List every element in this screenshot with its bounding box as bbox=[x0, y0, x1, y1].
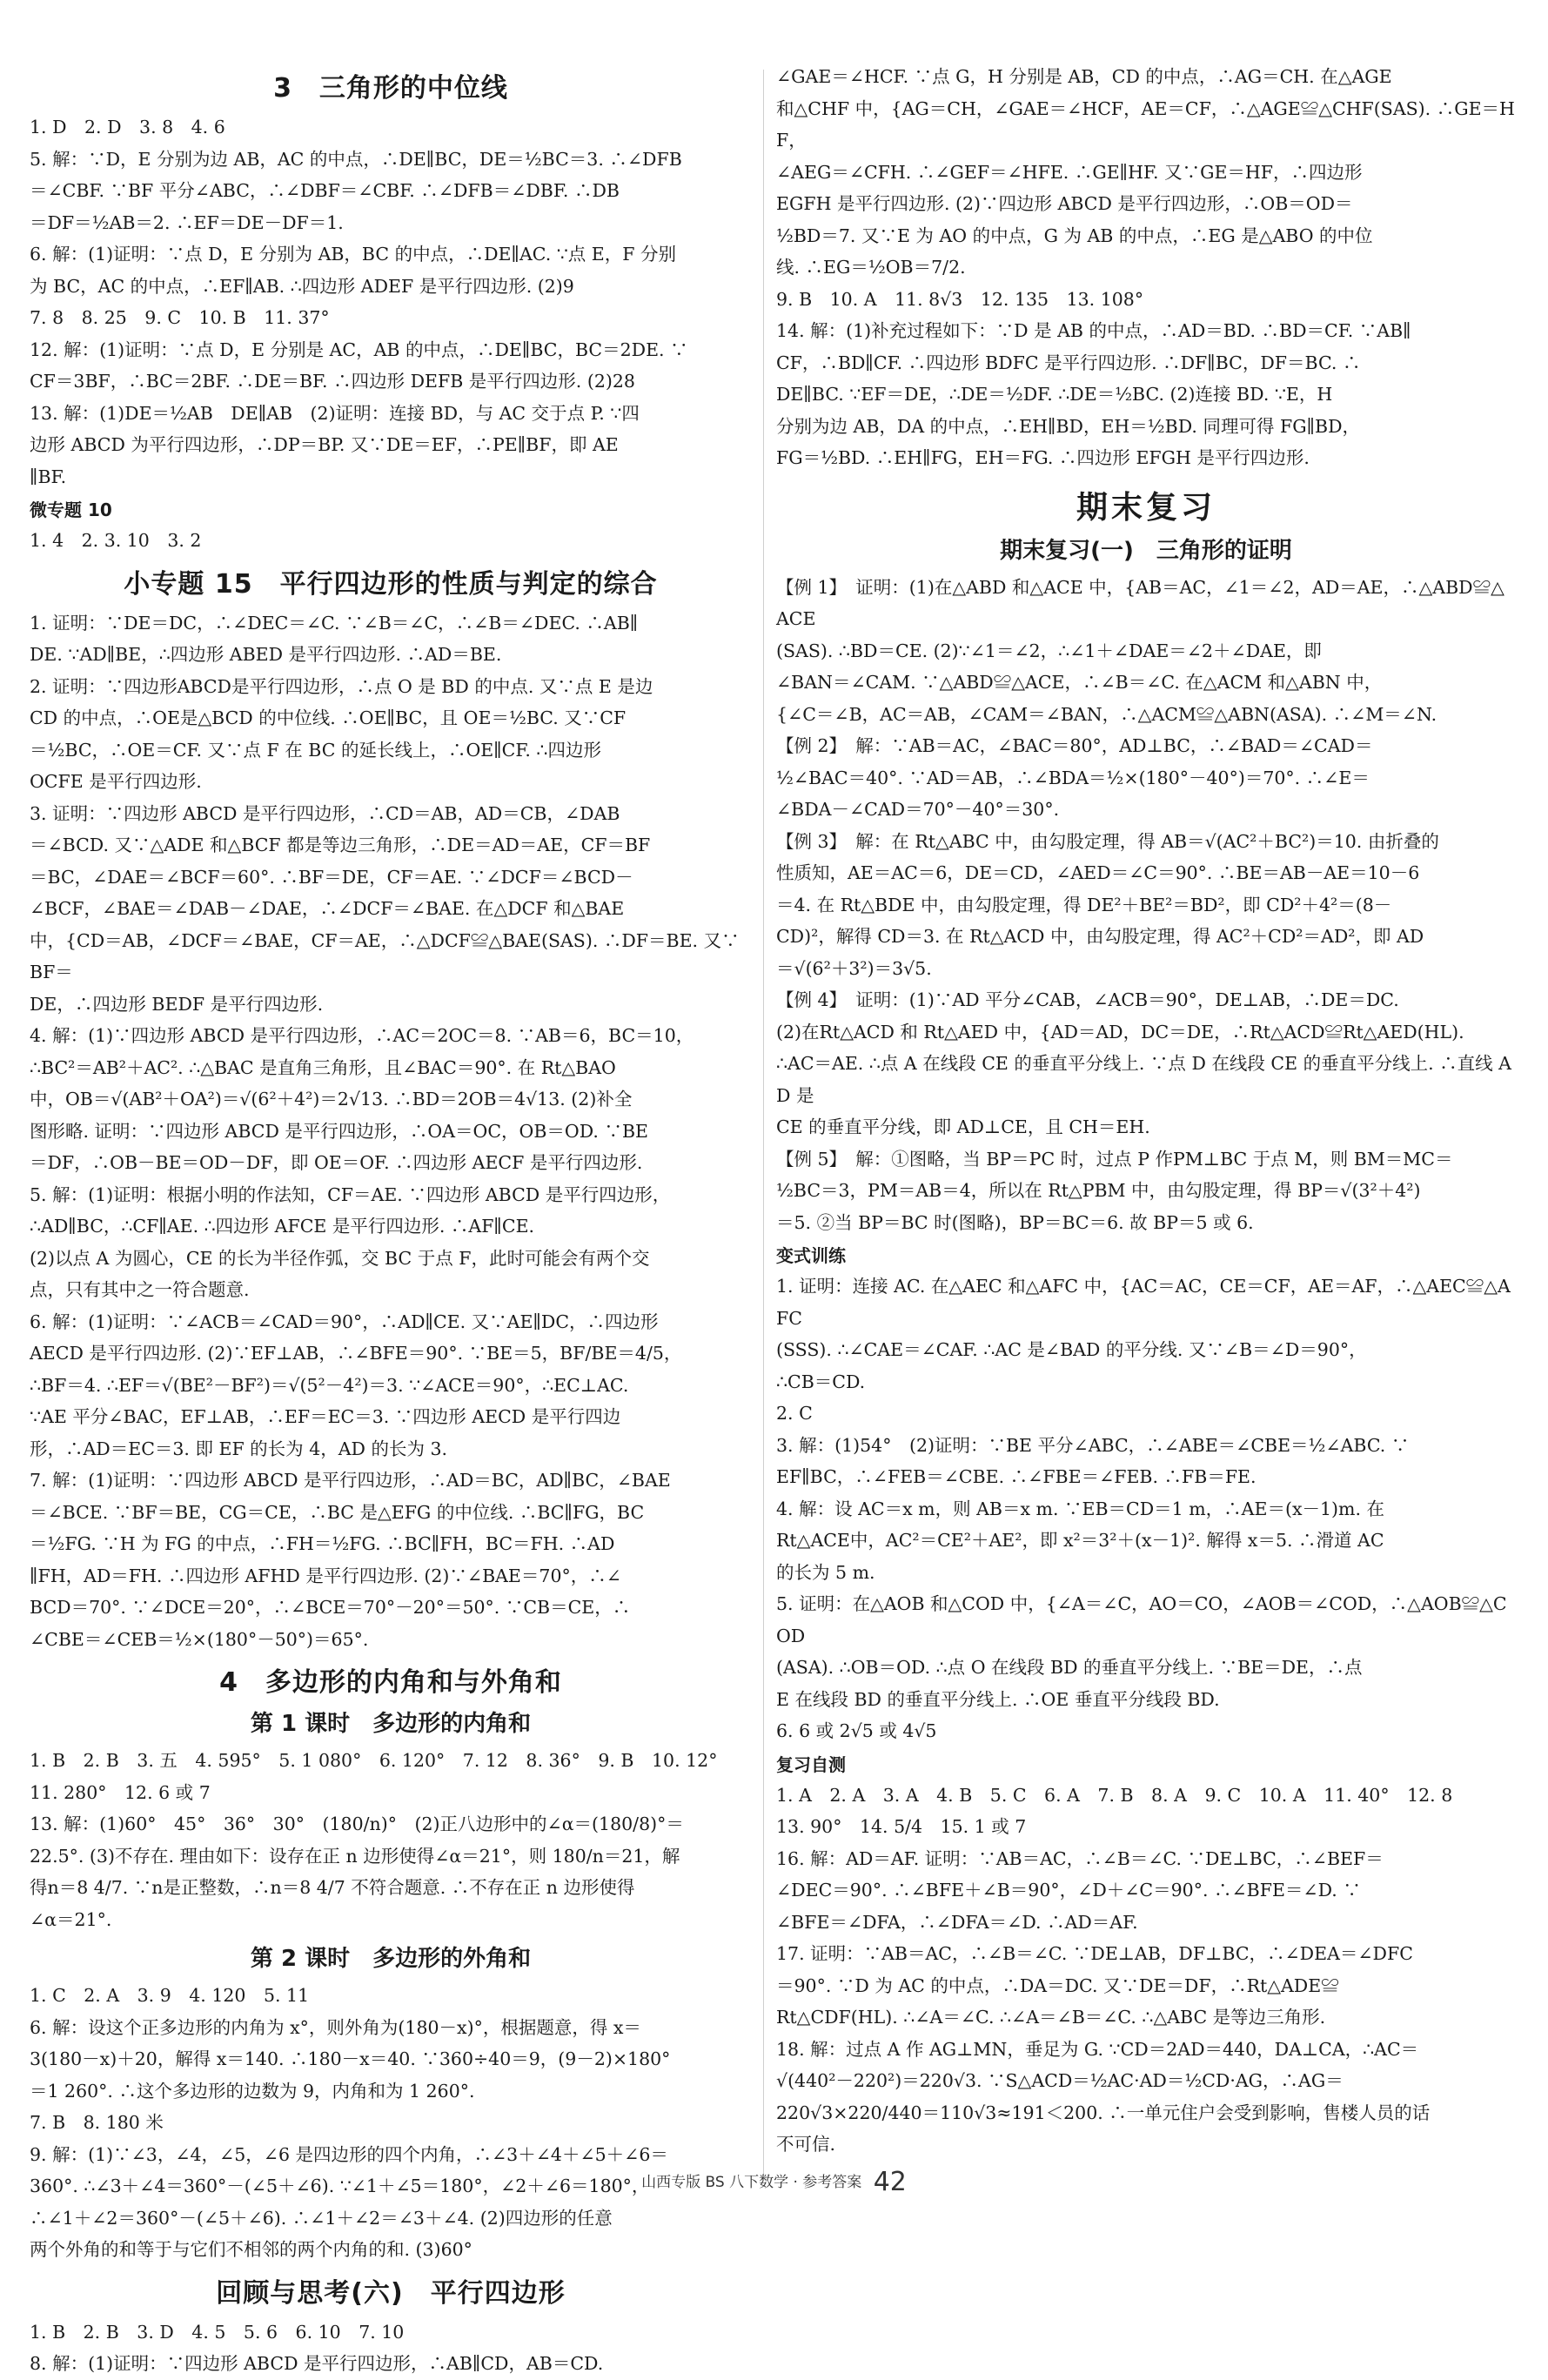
micro-topic-heading: 微专题 10 bbox=[30, 499, 112, 520]
text-line: ∥BF. bbox=[30, 466, 67, 487]
text-line: 的长为 5 m. bbox=[776, 1561, 875, 1583]
lesson-body-1 bbox=[30, 1745, 752, 1935]
text-line: 12. 解：(1)证明：∵点 D，E 分别是 AC，AB 的中点，∴DE∥BC，BC＝2DE. ∵ bbox=[30, 339, 688, 360]
text-line: 中，{CD＝AB，∠DCF＝∠BAE，CF＝AE，∴△DCF≌△BAE(SAS). ∴DF＝BE. 又∵BF＝ bbox=[30, 929, 740, 982]
text-line: 1. 证明：连接 AC. 在△AEC 和△AFC 中，{AC＝AC，CE＝CF，AE＝AF，∴△AEC≌△AFC bbox=[776, 1276, 1511, 1329]
text-line: 两个外角的和等于与它们不相邻的两个内角的和. (3)60° bbox=[30, 2239, 472, 2260]
section-title-midline: 3 三角形的中位线 bbox=[273, 73, 508, 104]
section-body-review-six bbox=[30, 2316, 752, 2380]
text-line: 分别为边 AB，DA 的中点，∴EH∥BD，EH＝½BD. 同理可得 FG∥BD， bbox=[776, 415, 1361, 437]
text-line: ∴BF＝4. ∴EF＝√(BE²－BF²)＝√(5²－4²)＝3. ∵∠ACE＝90°，∴EC⊥AC. bbox=[30, 1374, 629, 1396]
text-line: 11. 280° 12. 6 或 7 bbox=[30, 1781, 211, 1803]
text-line: 得n＝8 4/7. ∵n是正整数，∴n＝8 4/7 不符合题意. ∴不存在正 n 边形使得 bbox=[30, 1877, 635, 1898]
text-line: 13. 90° 14. 5/4 15. 1 或 7 bbox=[776, 1816, 1027, 1837]
text-line: {∠C＝∠B，AC＝AB，∠CAM＝∠BAN，∴△ACM≌△ABN(ASA). ∴∠M＝∠N. bbox=[776, 703, 1437, 725]
text-line: ½BD＝7. 又∵E 为 AO 的中点，G 为 AB 的中点，∴EG 是△ABO 的中位 bbox=[776, 225, 1373, 246]
text-line: 2. 证明：∵四边形ABCD是平行四边形，∴点 O 是 BD 的中点. 又∵点 E 是边 bbox=[30, 675, 653, 697]
text-line: 边形 ABCD 为平行四边形，∴DP＝BP. 又∵DE＝EF，∴PE∥BF，即 AE bbox=[30, 434, 619, 455]
text-line: Rt△CDF(HL). ∴∠A＝∠C. ∴∠A＝∠B＝∠C. ∴△ABC 是等边三角形. bbox=[776, 2007, 1326, 2028]
lesson-title-1: 第 1 课时 多边形的内角和 bbox=[250, 1711, 532, 1737]
text-line: ＝∠BCE. ∵BF＝BE，CG＝CE，∴BC 是△EFG 的中位线. ∴BC∥FG，BC bbox=[30, 1501, 645, 1523]
text-line: ＝4. 在 Rt△BDE 中，由勾股定理，得 DE²＋BE²＝BD²，即 CD²＋4²＝(8－ bbox=[776, 894, 1392, 915]
text-line: ＝∠CBF. ∵BF 平分∠ABC，∴∠DBF＝∠CBF. ∴∠DFB＝∠DBF. ∴DB bbox=[30, 180, 620, 201]
text-line: CF＝3BF，∴BC＝2BF. ∴DE＝BF. ∴四边形 DEFB 是平行四边形. (2)28 bbox=[30, 371, 635, 392]
text-line: 22.5°. (3)不存在. 理由如下：设存在正 n 边形使得∠α＝21°，则 180/n＝21，解 bbox=[30, 1845, 680, 1867]
text-line: 1. D 2. D 3. 8 4. 6 bbox=[30, 117, 225, 137]
text-line: ＝1 260°. ∴这个多边形的边数为 9，内角和为 1 260°. bbox=[30, 2080, 475, 2102]
text-line: ＝BC，∠DAE＝∠BCF＝60°. ∴BF＝DE，CF＝AE. ∵∠DCF＝∠BCD－ bbox=[30, 866, 633, 888]
text-line: 为 BC，AC 的中点，∴EF∥AB. ∴四边形 ADEF 是平行四边形. (2)9 bbox=[30, 275, 574, 297]
text-line: ∴∠1＋∠2＝360°－(∠5＋∠6). ∴∠1＋∠2＝∠3＋∠4. (2)四边形的任意 bbox=[30, 2207, 613, 2229]
self-test-heading: 复习自测 bbox=[776, 1753, 846, 1775]
text-line: 6. 解：(1)证明：∵∠ACB＝∠CAD＝90°，∴AD∥CE. 又∵AE∥DC，∴四边形 bbox=[30, 1311, 659, 1332]
continued-answers bbox=[776, 61, 1516, 474]
text-line: 360°. ∴∠3＋∠4＝360°－(∠5＋∠6). ∵∠1＋∠5＝180°，∠2＋∠6＝180°， bbox=[30, 2176, 650, 2196]
text-line: 7. 8 8. 25 9. C 10. B 11. 37° bbox=[30, 307, 330, 328]
text-line: 点，只有其中之一符合题意. bbox=[30, 1279, 250, 1300]
section-title-parallelogram-topic: 小专题 15 平行四边形的性质与判定的综合 bbox=[124, 568, 658, 600]
text-line: 220√3×220/440＝110√3≈191＜200. ∴一单元住户会受到影响，售楼人员的话 bbox=[776, 2102, 1431, 2123]
text-line: (2)以点 A 为圆心，CE 的长为半径作弧，交 BC 于点 F，此时可能会有两个交 bbox=[30, 1247, 650, 1269]
text-line: 【例 3】 解：在 Rt△ABC 中，由勾股定理，得 AB＝√(AC²＋BC²)＝10. 由折叠的 bbox=[776, 830, 1439, 852]
text-line: ∠AEG＝∠CFH. ∴∠GEF＝∠HFE. ∴GE∥HF. 又∵GE＝HF，∴四边形 bbox=[776, 161, 1363, 183]
text-line: ∵AE 平分∠BAC，EF⊥AB，∴EF＝EC＝3. ∵四边形 AECD 是平行四边 bbox=[30, 1406, 621, 1427]
text-line: 16. 解：AD＝AF. 证明：∵AB＝AC，∴∠B＝∠C. ∵DE⊥BC，∴∠BEF＝ bbox=[776, 1847, 1384, 1869]
text-line: ∥FH，AD＝FH. ∴四边形 AFHD 是平行四边形. (2)∵∠BAE＝70°，∴∠ bbox=[30, 1565, 621, 1586]
text-line: 14. 解：(1)补充过程如下：∵D 是 AB 的中点，∴AD＝BD. ∴BD＝CF. ∵AB∥ bbox=[776, 320, 1411, 341]
text-line: ∠BCF，∠BAE＝∠DAB－∠DAE，∴∠DCF＝∠BAE. 在△DCF 和△BAE bbox=[30, 898, 625, 919]
text-line: ∠DEC＝90°. ∴∠BFE＋∠B＝90°，∠D＋∠C＝90°. ∴∠BFE＝∠D. ∵ bbox=[776, 1880, 1361, 1901]
text-line: CE 的垂直平分线，即 AD⊥CE，且 CH＝EH. bbox=[776, 1116, 1150, 1137]
text-line: 9. 解：(1)∵∠3，∠4，∠5，∠6 是四边形的四个内角，∴∠3＋∠4＋∠5＋∠6＝ bbox=[30, 2143, 668, 2165]
text-line: CD)²，解得 CD＝3. 在 Rt△ACD 中，由勾股定理，得 AC²＋CD²＝AD²，即 AD bbox=[776, 926, 1424, 947]
text-line: (ASA). ∴OB＝OD. ∴点 O 在线段 BD 的垂直平分线上. ∵BE＝DE，∴点 bbox=[776, 1657, 1363, 1678]
text-line: OCFE 是平行四边形. bbox=[30, 771, 202, 792]
text-line: 线. ∴EG＝½OB＝7/2. bbox=[776, 257, 966, 278]
text-line: ＝DF＝½AB＝2. ∴EF＝DE－DF＝1. bbox=[30, 211, 344, 233]
text-line: 【例 4】 证明：(1)∵AD 平分∠CAB，∠ACB＝90°，DE⊥AB，∴DE＝DC. bbox=[776, 989, 1399, 1010]
text-line: 1. 证明：∵DE＝DC，∴∠DEC＝∠C. ∵∠B＝∠C，∴∠B＝∠DEC. ∴AB∥ bbox=[30, 612, 639, 634]
text-line: ∠BAN＝∠CAM. ∵△ABD≌△ACE，∴∠B＝∠C. 在△ACM 和△ABN 中， bbox=[776, 672, 1383, 693]
text-line: 9. B 10. A 11. 8√3 12. 135 13. 108° bbox=[776, 288, 1144, 310]
text-line: DE. ∵AD∥BE，∴四边形 ABED 是平行四边形. ∴AD＝BE. bbox=[30, 644, 502, 665]
text-line: 6. 解：(1)证明：∵点 D，E 分别为 AB，BC 的中点，∴DE∥AC. ∵点 E，F 分别 bbox=[30, 244, 677, 265]
self-test-body bbox=[776, 1780, 1516, 2161]
text-line: (SAS). ∴BD＝CE. (2)∵∠1＝∠2，∴∠1＋∠DAE＝∠2＋∠DAE，即 bbox=[776, 640, 1322, 661]
text-line: ＝∠BCD. 又∵△ADE 和△BCF 都是等边三角形，∴DE＝AD＝AE，CF＝BF bbox=[30, 835, 651, 855]
text-line: 1. B 2. B 3. 五 4. 595° 5. 1 080° 6. 120° 7. 12 8. 36° 9. B 10. 12° bbox=[30, 1750, 718, 1771]
text-line: 3. 证明：∵四边形 ABCD 是平行四边形，∴CD＝AB，AD＝CB，∠DAB bbox=[30, 802, 620, 824]
text-line: CD 的中点，∴OE是△BCD 的中位线. ∴OE∥BC，且 OE＝½BC. 又∵CF bbox=[30, 707, 627, 728]
page-number: 42 bbox=[873, 2167, 907, 2197]
text-line: ∠CBE＝∠CEB＝½×(180°－50°)＝65°. bbox=[30, 1628, 369, 1650]
text-line: Rt△ACE中，AC²＝CE²＋AE²，即 x²＝3²＋(x－1)². 解得 x＝5. ∴滑道 AC bbox=[776, 1530, 1384, 1551]
text-line: 3(180－x)＋20，解得 x＝140. ∴180－x＝40. ∵360÷40＝9，(9－2)×180° bbox=[30, 2048, 671, 2069]
text-line: DE∥BC. ∵EF＝DE，∴DE＝½DF. ∴DE＝½BC. (2)连接 BD. ∵E，H bbox=[776, 384, 1333, 405]
text-line: CF，∴BD∥CF. ∴四边形 BDFC 是平行四边形. ∴DF∥BC，DF＝BC. ∴ bbox=[776, 352, 1361, 373]
text-line: 【例 1】 证明：(1)在△ABD 和△ACE 中，{AB＝AC，∠1＝∠2，AD＝AE，∴△ABD≌△ACE bbox=[776, 576, 1504, 629]
text-line: FG＝½BD. ∴EH∥FG，EH＝FG. ∴四边形 EFGH 是平行四边形. bbox=[776, 447, 1310, 468]
text-line: √(440²－220²)＝220√3. ∵S△ACD＝½AC·AD＝½CD·AG，∴AG＝ bbox=[776, 2070, 1344, 2091]
text-line: 中，OB＝√(AB²＋OA²)＝√(6²＋4²)＝2√13. ∴BD＝2OB＝4√13. (2)补全 bbox=[30, 1089, 633, 1110]
text-line: ∠BFE＝∠DFA，∴∠DFA＝∠D. ∴AD＝AF. bbox=[776, 1911, 1138, 1933]
text-line: 5. 解：∵D，E 分别为边 AB，AC 的中点，∴DE∥BC，DE＝½BC＝3. ∴∠DFB bbox=[30, 148, 682, 170]
text-line: EF∥BC，∴∠FEB＝∠CBE. ∴∠FBE＝∠FEB. ∴FB＝FE. bbox=[776, 1466, 1256, 1487]
final-review-title: 期末复习 bbox=[1076, 489, 1216, 526]
text-line: 2. C bbox=[776, 1403, 813, 1424]
text-line: ＝DF，∴OB－BE＝OD－DF，即 OE＝OF. ∴四边形 AECF 是平行四边形. bbox=[30, 1152, 643, 1173]
text-line: 4. 解：设 AC＝x m，则 AB＝x m. ∵EB＝CD＝1 m，∴AE＝(x－1)m. 在 bbox=[776, 1498, 1385, 1519]
text-line: ∴BC²＝AB²＋AC². ∴△BAC 是直角三角形，且∠BAC＝90°. 在 Rt△BAO bbox=[30, 1056, 616, 1078]
variant-training-heading: 变式训练 bbox=[776, 1245, 846, 1266]
text-line: ＝5. ②当 BP＝BC 时(图略)，BP＝BC＝6. 故 BP＝5 或 6. bbox=[776, 1211, 1254, 1233]
text-line: 17. 证明：∵AB＝AC，∴∠B＝∠C. ∵DE⊥AB，DF⊥BC，∴∠DEA＝∠DFC bbox=[776, 1943, 1413, 1964]
text-line: E 在线段 BD 的垂直平分线上. ∴OE 垂直平分线段 BD. bbox=[776, 1688, 1220, 1710]
text-line: (SSS). ∴∠CAE＝∠CAF. ∴AC 是∠BAD 的平分线. 又∵∠B＝∠D＝90°， bbox=[776, 1339, 1367, 1360]
text-line: 1. C 2. A 3. 9 4. 120 5. 11 bbox=[30, 1985, 310, 2006]
text-line: BCD＝70°. ∵∠DCE＝20°，∴∠BCE＝70°－20°＝50°. ∵CB＝CE，∴ bbox=[30, 1597, 631, 1618]
variant-training-body bbox=[776, 1270, 1516, 1747]
text-line: 7. B 8. 180 米 bbox=[30, 2112, 164, 2133]
lesson-body-2 bbox=[30, 1980, 752, 2266]
text-line: ∠α＝21°. bbox=[30, 1908, 112, 1930]
text-line: ½∠BAC＝40°. ∵AD＝AB，∴∠BDA＝½×(180°－40°)＝70°. ∴∠E＝ bbox=[776, 767, 1370, 788]
text-line: ∴AD∥BC，∴CF∥AE. ∴四边形 AFCE 是平行四边形. ∴AF∥CE. bbox=[30, 1216, 535, 1237]
section-title-polygon-angles: 4 多边形的内角和与外角和 bbox=[219, 1667, 562, 1698]
text-line: 5. 证明：在△AOB 和△COD 中，{∠A＝∠C，AO＝CO，∠AOB＝∠COD，∴△AOB≌△COD bbox=[776, 1593, 1507, 1646]
text-line: 1. A 2. A 3. A 4. B 5. C 6. A 7. B 8. A 9. C 10. A 11. 40° 12. 8 bbox=[776, 1784, 1453, 1806]
left-column bbox=[30, 61, 752, 2380]
text-line: EGFH 是平行四边形. (2)∵四边形 ABCD 是平行四边形，∴OB＝OD＝ bbox=[776, 193, 1353, 214]
text-line: 【例 5】 解：①图略，当 BP＝PC 时，过点 P 作PM⊥BC 于点 M，则 BM＝MC＝ bbox=[776, 1148, 1453, 1170]
text-line: 18. 解：过点 A 作 AG⊥MN，垂足为 G. ∵CD＝2AD＝440，DA⊥CA，∴AC＝ bbox=[776, 2038, 1419, 2060]
text-line: 4. 解：(1)∵四边形 ABCD 是平行四边形，∴AC＝2OC＝8. ∵AB＝6，BC＝10， bbox=[30, 1025, 694, 1046]
text-line: ∠GAE＝∠HCF. ∵点 G，H 分别是 AB，CD 的中点，∴AG＝CH. 在△AGE bbox=[776, 66, 1392, 87]
text-line: 6. 解：设这个正多边形的内角为 x°，则外角为(180－x)°，根据题意，得 x＝ bbox=[30, 2016, 641, 2038]
text-line: 形，∴AD＝EC＝3. 即 EF 的长为 4，AD 的长为 3. bbox=[30, 1438, 448, 1459]
text-line: 5. 解：(1)证明：根据小明的作法知，CF＝AE. ∵四边形 ABCD 是平行四边形， bbox=[30, 1183, 671, 1205]
text-line: ＝90°. ∵D 为 AC 的中点，∴DA＝DC. 又∵DE＝DF，∴Rt△ADE≌ bbox=[776, 1974, 1339, 1996]
final-review-subtitle: 期末复习(一) 三角形的证明 bbox=[1000, 537, 1292, 564]
text-line: DE，∴四边形 BEDF 是平行四边形. bbox=[30, 993, 324, 1015]
text-line: 不可信. bbox=[776, 2134, 836, 2155]
text-line: 6. 6 或 2√5 或 4√5 bbox=[776, 1720, 937, 1741]
column-divider bbox=[763, 70, 764, 2176]
text-line: 【例 2】 解：∵AB＝AC，∠BAC＝80°，AD⊥BC，∴∠BAD＝∠CAD＝ bbox=[776, 735, 1373, 756]
text-line: ∠BDA－∠CAD＝70°－40°＝30°. bbox=[776, 799, 1060, 820]
examples-body bbox=[776, 572, 1516, 1239]
text-line: ＝√(6²＋3²)＝3√5. bbox=[776, 957, 932, 979]
right-column bbox=[776, 61, 1516, 2161]
text-line: 性质知，AE＝AC＝6，DE＝CD，∠AED＝∠C＝90°. ∴BE＝AB－AE＝10－6 bbox=[776, 862, 1420, 883]
text-line: 8. 解：(1)证明：∵四边形 ABCD 是平行四边形，∴AB∥CD，AB＝CD. bbox=[30, 2353, 604, 2374]
text-line: ∴CB＝CD. bbox=[776, 1371, 866, 1392]
text-line: ½BC＝3，PM＝AB＝4，所以在 Rt△PBM 中，由勾股定理，得 BP＝√(3²＋4²) bbox=[776, 1180, 1421, 1201]
footer-label: 山西专版 BS 八下数学 · 参考答案 bbox=[641, 2174, 862, 2191]
text-line: 13. 解：(1)DE＝½AB DE∥AB (2)证明：连接 BD，与 AC 交于点 P. ∵四 bbox=[30, 402, 640, 424]
text-line: 7. 解：(1)证明：∵四边形 ABCD 是平行四边形，∴AD＝BC，AD∥BC，∠BAE bbox=[30, 1470, 671, 1491]
lesson-title-2: 第 2 课时 多边形的外角和 bbox=[250, 1946, 532, 1972]
section-body-midline bbox=[30, 111, 752, 493]
text-line: 图形略. 证明：∵四边形 ABCD 是平行四边形，∴OA＝OC，OB＝OD. ∵BE bbox=[30, 1120, 648, 1142]
section-body-parallelogram-topic bbox=[30, 607, 752, 1656]
text-line: ＝½FG. ∵H 为 FG 的中点，∴FH＝½FG. ∴BC∥FH，BC＝FH. ∴AD bbox=[30, 1533, 615, 1554]
text-line: 1. B 2. B 3. D 4. 5 5. 6 6. 10 7. 10 bbox=[30, 2321, 405, 2343]
text-line: 和△CHF 中，{AG＝CH，∠GAE＝∠HCF，AE＝CF，∴△AGE≌△CHF(SAS). ∴GE＝HF， bbox=[776, 97, 1515, 151]
text-line: ＝½BC，∴OE＝CF. 又∵点 F 在 BC 的延长线上，∴OE∥CF. ∴四边形 bbox=[30, 739, 601, 761]
text-line: AECD 是平行四边形. (2)∵EF⊥AB，∴∠BFE＝90°. ∵BE＝5，BF/BE＝4/5， bbox=[30, 1343, 682, 1364]
section-title-review-six: 回顾与思考(六) 平行四边形 bbox=[216, 2277, 566, 2309]
text-line: 13. 解：(1)60° 45° 36° 30° (180/n)° (2)正八边形中的∠α＝(180/8)°＝ bbox=[30, 1813, 684, 1834]
text-line: 3. 解：(1)54° (2)证明：∵BE 平分∠ABC，∴∠ABE＝∠CBE＝½∠ABC. ∵ bbox=[776, 1434, 1410, 1456]
text-line: (2)在Rt△ACD 和 Rt△AED 中，{AD＝AD，DC＝DE，∴Rt△ACD≌Rt△AED(HL). bbox=[776, 1021, 1464, 1043]
micro-topic-answers: 1. 4 2. 3. 10 3. 2 bbox=[30, 530, 202, 551]
page-footer bbox=[0, 2167, 1548, 2197]
text-line: ∴AC＝AE. ∴点 A 在线段 CE 的垂直平分线上. ∵点 D 在线段 CE 的垂直平分线上. ∴直线 AD 是 bbox=[776, 1053, 1511, 1106]
